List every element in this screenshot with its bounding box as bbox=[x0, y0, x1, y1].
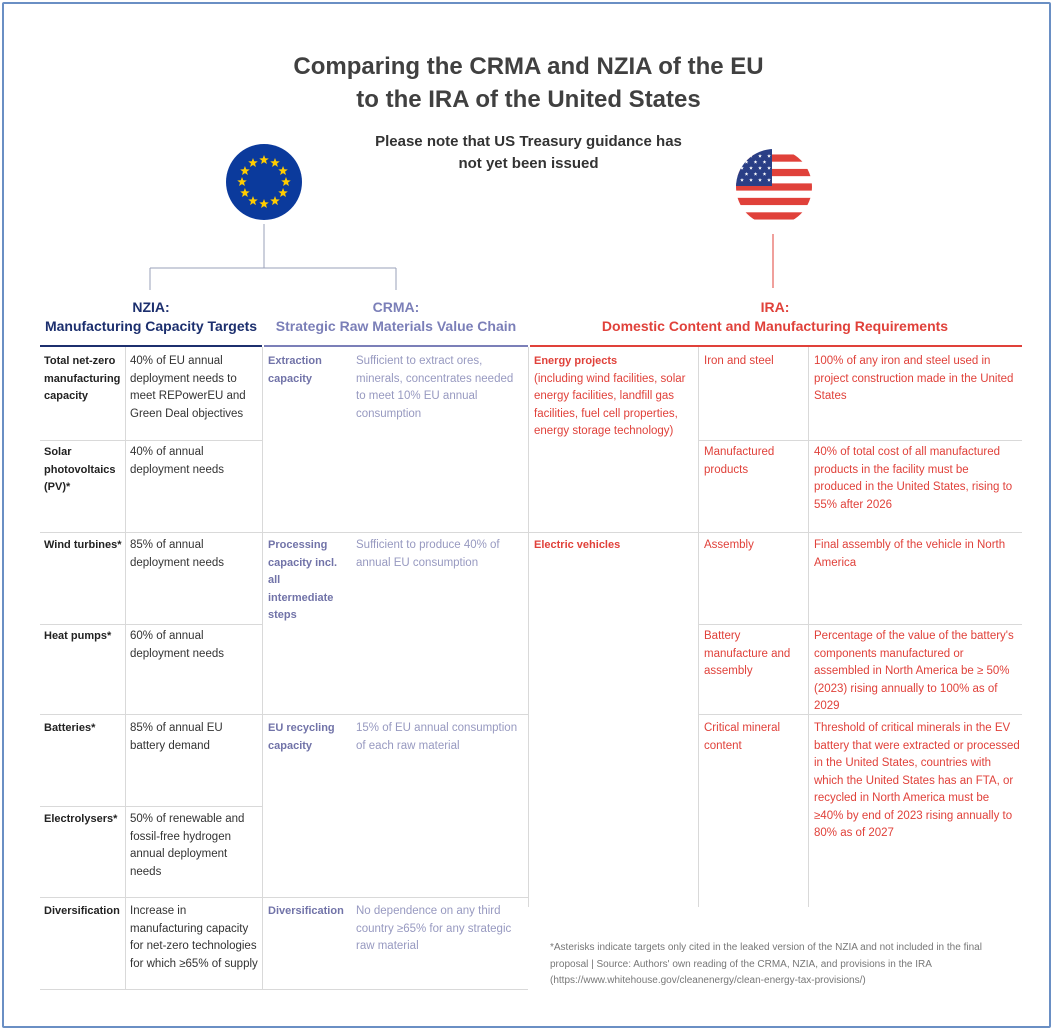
ira-sub-iron: Iron and steel bbox=[704, 355, 774, 367]
grid-line bbox=[262, 347, 263, 989]
grid-line bbox=[528, 532, 1022, 533]
page-title: Comparing the CRMA and NZIA of the EU to the IRA of the United States bbox=[293, 53, 764, 113]
nzia-value-batteries: 85% of annual EU battery demand bbox=[130, 722, 223, 752]
nzia-value-diversification: Increase in manufacturing capacity for net-zero technologies for which ≥65% of supply bbox=[130, 905, 258, 970]
grid-line bbox=[698, 624, 1022, 625]
nzia-label-diversification: Diversification bbox=[44, 905, 120, 917]
ira-group-energy bbox=[534, 353, 694, 441]
nzia-value-total: 40% of EU annual deployment needs to meet REPowerEU and Green Deal objectives bbox=[130, 355, 246, 420]
grid-line bbox=[40, 806, 262, 807]
crma-value-processing: Sufficient to produce 40% of annual EU consumption bbox=[356, 539, 500, 569]
footnote: *Asterisks indicate targets only cited in the leaked version of the NZIA and not included in the final proposal | Source: Authors' own reading of the CRMA, NZIA, and provisions in the IRA (https://www.whitehouse.gov/cleanenergy/clean-energy-tax-provisions/) bbox=[550, 942, 982, 986]
grid-line bbox=[808, 347, 809, 907]
ira-sub-assembly: Assembly bbox=[704, 539, 754, 551]
grid-line bbox=[698, 347, 699, 907]
page-subtitle: Please note that US Treasury guidance has not yet been issued bbox=[375, 133, 682, 172]
ira-req-manufactured: 40% of total cost of all manufactured products in the facility must be produced in the United States, rising to 55% after 2026 bbox=[814, 446, 1013, 511]
grid-line bbox=[40, 897, 528, 898]
ira-sub-battery: Battery manufacture and assembly bbox=[704, 630, 791, 677]
ira-req-battery: Percentage of the value of the battery's components manufactured or assembled in North America be ≥ 50% (2023) rising annually to 100% as of 2029 bbox=[814, 630, 1014, 712]
crma-label-processing: Processing capacity incl. all intermediate steps bbox=[268, 539, 338, 621]
nzia-value-electrolysers: 50% of renewable and fossil-free hydrogen annual deployment needs bbox=[130, 813, 245, 878]
nzia-value-wind: 85% of annual deployment needs bbox=[130, 539, 224, 569]
ira-sub-critical: Critical mineral content bbox=[704, 722, 781, 752]
crma-label-recycling: EU recycling capacity bbox=[268, 722, 335, 752]
nzia-value-solar: 40% of annual deployment needs bbox=[130, 446, 224, 476]
ira-group-label: Energy projects bbox=[534, 355, 618, 367]
crma-label-extraction: Extraction capacity bbox=[268, 355, 322, 385]
crma-label-diversification: Diversification bbox=[268, 905, 344, 917]
grid-line bbox=[698, 440, 1022, 441]
ira-sub-manufactured: Manufactured products bbox=[704, 446, 775, 476]
crma-value-extraction: Sufficient to extract ores, minerals, concentrates needed to meet 10% EU annual consumption bbox=[356, 355, 514, 420]
grid-line bbox=[40, 624, 262, 625]
nzia-label-total: Total net-zero manufacturing capacity bbox=[44, 355, 121, 402]
crma-header: CRMA: Strategic Raw Materials Value Chain bbox=[275, 299, 517, 334]
crma-rule bbox=[264, 345, 528, 347]
ira-req-assembly: Final assembly of the vehicle in North America bbox=[814, 539, 1006, 569]
grid-line bbox=[528, 347, 529, 907]
nzia-label-wind: Wind turbines* bbox=[44, 539, 122, 551]
ira-rule bbox=[530, 345, 1022, 347]
nzia-label-heat: Heat pumps* bbox=[44, 630, 112, 642]
header-connectors bbox=[0, 0, 1057, 300]
nzia-label-batteries: Batteries* bbox=[44, 722, 96, 734]
ira-group-detail: (including wind facilities, solar energy facilities, landfill gas facilities, fuel cell properties, energy storage technology) bbox=[534, 372, 686, 437]
nzia-value-heat: 60% of annual deployment needs bbox=[130, 630, 224, 660]
grid-line bbox=[40, 989, 528, 990]
crma-value-recycling: 15% of EU annual consumption of each raw material bbox=[356, 722, 518, 752]
nzia-rule bbox=[40, 345, 262, 347]
nzia-header: NZIA: Manufacturing Capacity Targets bbox=[44, 299, 258, 334]
grid-line bbox=[40, 714, 528, 715]
ira-group-ev: Electric vehicles bbox=[534, 539, 621, 551]
ira-req-critical: Threshold of critical minerals in the EV battery that were extracted or processed in the United States, countries with which the United States has an FTA, or recycled in North America must be ≥40% by end of 2023 rising annually to 80% as of 2027 bbox=[814, 722, 1020, 839]
grid-line bbox=[40, 532, 528, 533]
ira-req-iron: 100% of any iron and steel used in project construction made in the United States bbox=[814, 355, 1014, 402]
crma-value-diversification: No dependence on any third country ≥65% for any strategic raw material bbox=[356, 905, 512, 952]
nzia-label-solar: Solar photovoltaics (PV)* bbox=[44, 446, 116, 493]
nzia-label-electrolysers: Electrolysers* bbox=[44, 813, 118, 825]
grid-line bbox=[40, 440, 262, 441]
ira-header: IRA: Domestic Content and Manufacturing Requirements bbox=[601, 299, 949, 334]
grid-line bbox=[125, 347, 126, 989]
